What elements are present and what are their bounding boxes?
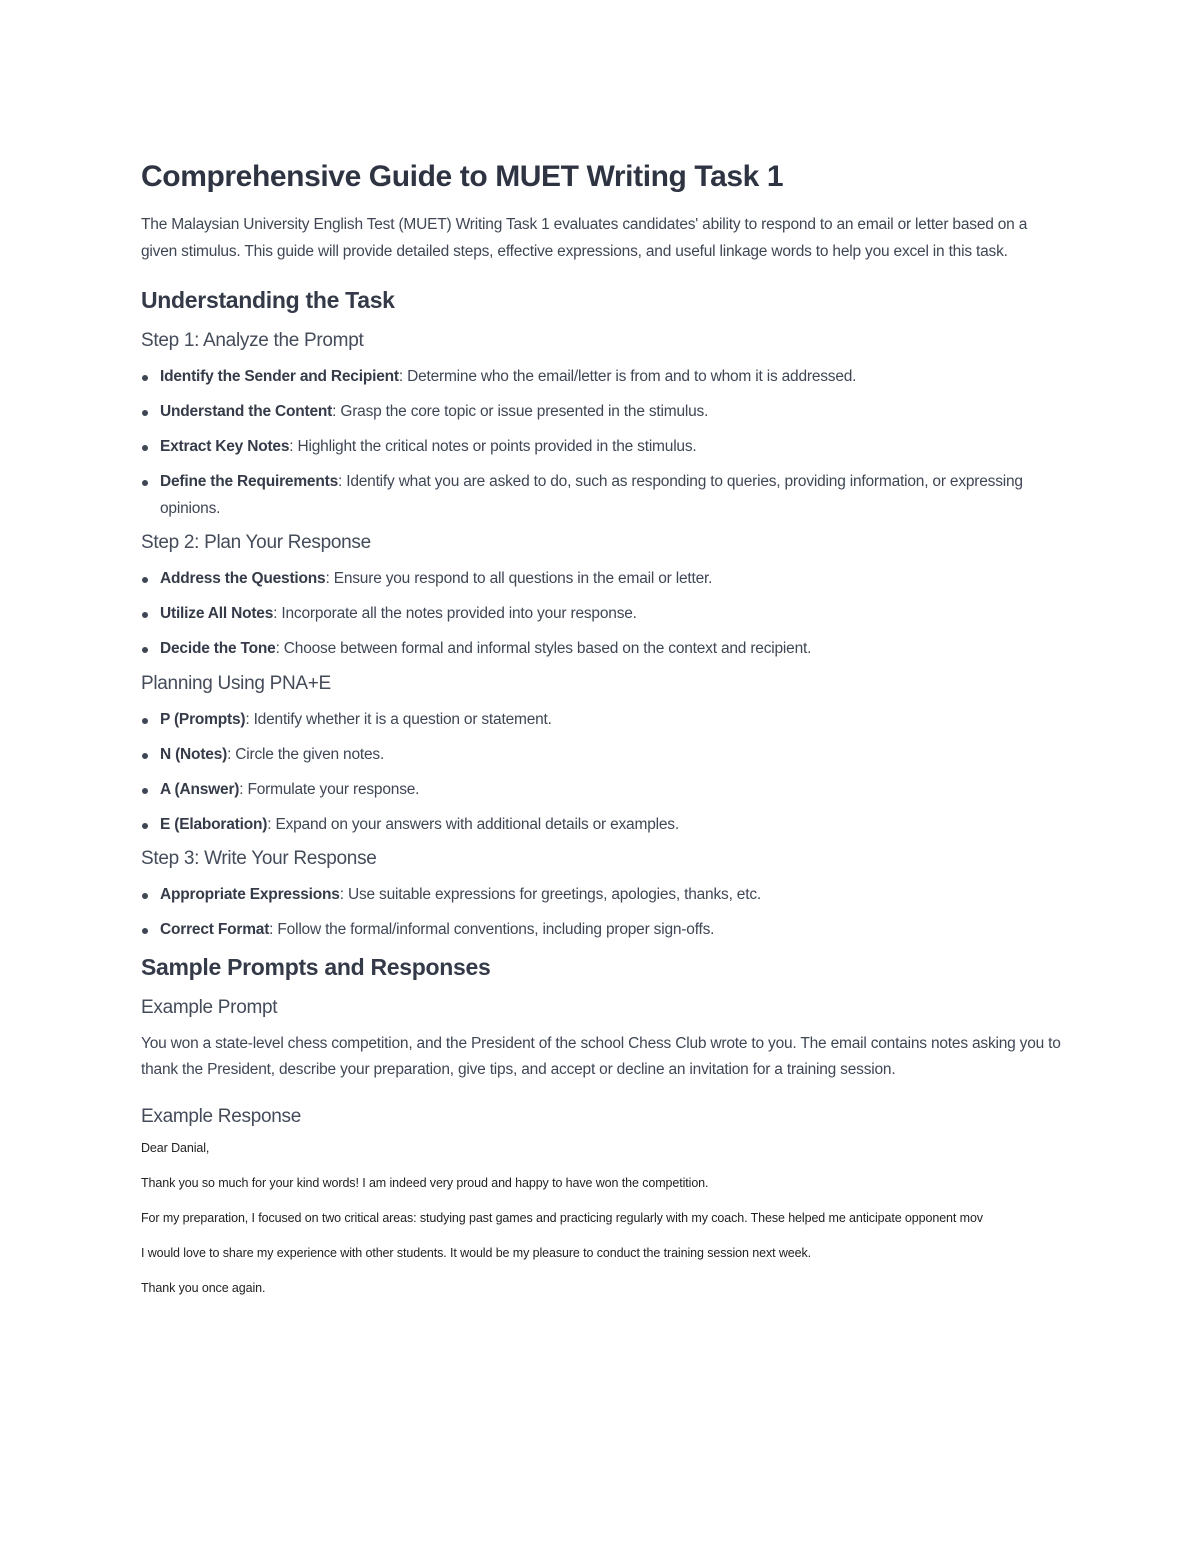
list-item (141, 469, 1061, 522)
list-item-term: Address the Questions (160, 570, 326, 587)
bullet-icon (142, 445, 148, 451)
intro-paragraph: The Malaysian University English Test (MUET) Writing Task 1 evaluates candidates' ability to respond to an email or letter based on a given stimulus. This guide will provide detailed steps, effective expressions, and useful linkage words to help you excel in this task. (141, 216, 1028, 260)
list-item-term: Correct Format (160, 921, 270, 938)
bullet-icon (142, 893, 148, 899)
list-item (141, 882, 1061, 909)
pnae-heading: Planning Using PNA+E (141, 672, 331, 694)
bullet-icon (142, 788, 148, 794)
example-response-heading: Example Response (141, 1105, 301, 1127)
list-item (141, 566, 1061, 593)
list-item (141, 812, 1061, 839)
list-item (141, 777, 1061, 804)
list-item-text: : Ensure you respond to all questions in the email or letter. (325, 570, 713, 587)
letter-line: For my preparation, I focused on two critical areas: studying past games and practicing regularly with my coach. These helped me anticipate opponent mov (141, 1210, 983, 1225)
bullet-icon (142, 718, 148, 724)
list-item-text: : Grasp the core topic or issue presented in the stimulus. (332, 403, 709, 420)
letter-line: Thank you once again. (141, 1280, 266, 1295)
step2-heading: Step 2: Plan Your Response (141, 532, 371, 553)
list-item-term: Decide the Tone (160, 640, 276, 657)
pnae-list (141, 707, 1061, 839)
step2-list (141, 566, 1061, 663)
list-item-text: : Identify whether it is a question or statement. (245, 710, 552, 728)
list-item-text: : Formulate your response. (239, 780, 420, 798)
letter-line: I would love to share my experience with other students. It would be my pleasure to conduct the training session next week. (141, 1245, 812, 1260)
section-heading-samples: Sample Prompts and Responses (141, 953, 491, 980)
list-item-text: : Circle the given notes. (227, 745, 385, 763)
list-item (141, 707, 1061, 734)
example-response-letter (141, 1140, 1061, 1296)
step1-list (141, 364, 1061, 522)
list-item-text: : Incorporate all the notes provided into your response. (273, 605, 637, 622)
example-prompt-heading: Example Prompt (141, 996, 278, 1018)
step3-list (141, 882, 1061, 944)
list-item-term: Appropriate Expressions (160, 886, 340, 903)
list-item-term: N (Notes) (160, 745, 228, 763)
letter-line: Dear Danial, (141, 1140, 210, 1155)
list-item (141, 364, 1061, 391)
list-item (141, 434, 1061, 461)
list-item-text: : Follow the formal/informal conventions, including proper sign-offs. (269, 921, 715, 938)
list-item-term: Identify the Sender and Recipient (160, 368, 399, 385)
bullet-icon (142, 647, 148, 653)
list-item-text: : Highlight the critical notes or points provided in the stimulus. (289, 438, 697, 455)
section-heading-understanding: Understanding the Task (141, 287, 395, 313)
step3-heading: Step 3: Write Your Response (141, 848, 377, 869)
list-item-text: : Determine who the email/letter is from and to whom it is addressed. (398, 368, 857, 385)
bullet-icon (142, 753, 148, 759)
list-item (141, 917, 1061, 944)
bullet-icon (142, 928, 148, 934)
page-title: Comprehensive Guide to MUET Writing Task 1 (141, 160, 784, 193)
letter-line: Thank you so much for your kind words! I am indeed very proud and happy to have won the competition. (141, 1175, 709, 1190)
bullet-icon (142, 410, 148, 416)
list-item-text: : Identify what you are asked to do, such as responding to queries, providing information, or expressing opinions. (160, 473, 1023, 517)
list-item (141, 636, 1061, 663)
list-item-term: E (Elaboration) (160, 815, 268, 833)
list-item-term: P (Prompts) (160, 710, 246, 728)
list-item (141, 399, 1061, 426)
list-item-text: : Use suitable expressions for greetings, apologies, thanks, etc. (339, 886, 761, 903)
list-item-term: Utilize All Notes (160, 605, 274, 622)
bullet-icon (142, 612, 148, 618)
list-item-term: A (Answer) (160, 780, 240, 798)
bullet-icon (142, 823, 148, 829)
document-page (141, 160, 1061, 1315)
list-item-term: Understand the Content (160, 403, 333, 420)
list-item (141, 601, 1061, 628)
example-prompt-text: You won a state-level chess competition, and the President of the school Chess Club wrote to you. The email contains notes asking you to thank the President, describe your preparation, give tips, and accept or decline an invitation for a training session. (141, 1034, 1061, 1078)
bullet-icon (142, 577, 148, 583)
step1-heading: Step 1: Analyze the Prompt (141, 330, 364, 351)
list-item-term: Extract Key Notes (160, 438, 290, 455)
bullet-icon (142, 480, 148, 486)
list-item-text: : Choose between formal and informal styles based on the context and recipient. (275, 640, 812, 657)
list-item (141, 742, 1061, 769)
bullet-icon (142, 375, 148, 381)
list-item-text: : Expand on your answers with additional details or examples. (267, 815, 679, 833)
list-item-term: Define the Requirements (160, 473, 338, 490)
